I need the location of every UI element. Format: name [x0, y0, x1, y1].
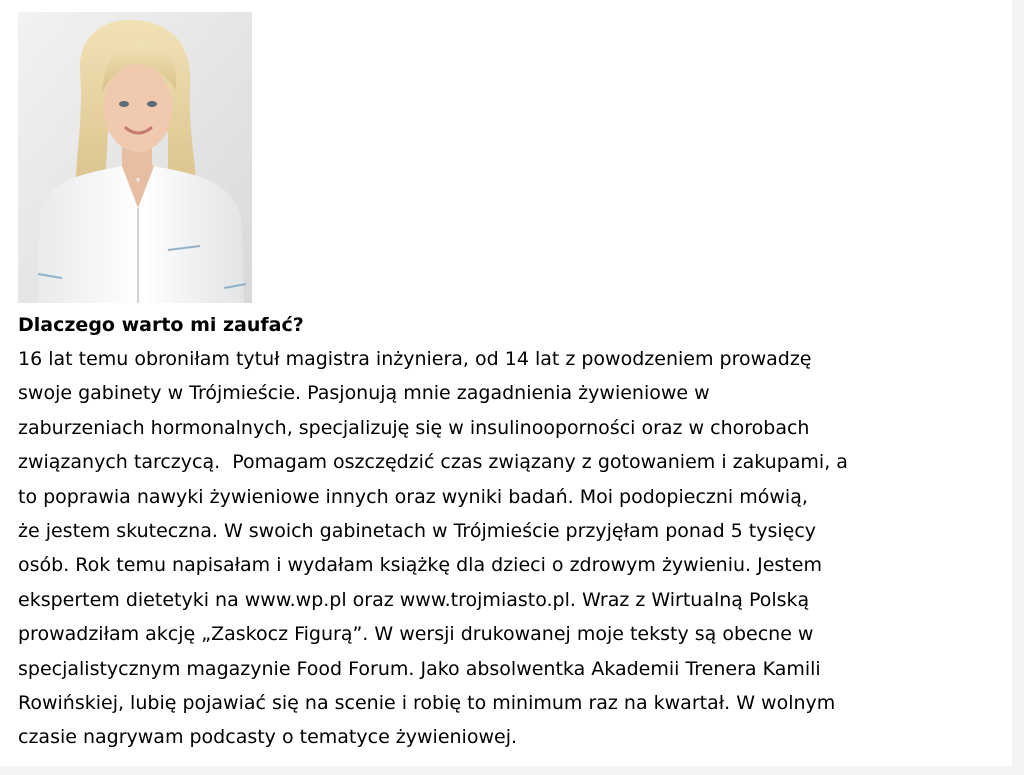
bio-line: zaburzeniach hormonalnych, specjalizuję się w insulinooporności oraz w chorobach [18, 416, 810, 439]
bio-line: specjalistycznym magazynie Food Forum. Jako absolwentka Akademii Trenera Kamili [18, 657, 821, 680]
bio-line: osób. Rok temu napisałam i wydałam książkę dla dzieci o zdrowym żywieniu. Jestem [18, 554, 822, 577]
bio-line: związanych tarczycą. Pomagam oszczędzić czas związany z gotowaniem i zakupami, a [18, 451, 848, 474]
bio-line: ekspertem dietetyki na www.wp.pl oraz www.trojmiasto.pl. Wraz z Wirtualną Polską [18, 588, 810, 611]
bio-line: 16 lat temu obroniłam tytuł magistra inżyniera, od 14 lat z powodzeniem prowadzę [18, 348, 812, 370]
bio-line: czasie nagrywam podcasty o tematyce żywieniowej. [18, 726, 518, 749]
bio-line: prowadziłam akcję „Zaskocz Figurą”. W wersji drukowanej moje teksty są obecne w [18, 623, 814, 646]
bio-paragraph [18, 342, 1010, 755]
bio-line: Rowińskiej, lubię pojawiać się na scenie i robię to minimum raz na kwartał. W wolnym [18, 692, 836, 715]
bio-line: to poprawia nawyki żywieniowe innych oraz wyniki badań. Moi podopieczni mówią, [18, 485, 808, 508]
bio-line: swoje gabinety w Trójmieście. Pasjonują mnie zagadnienia żywieniowe w [18, 382, 710, 405]
bio-line: że jestem skuteczna. W swoich gabinetach w Trójmieście przyjęłam ponad 5 tysięcy [18, 520, 817, 543]
portrait-photo [18, 12, 252, 303]
section-heading: Dlaczego warto mi zaufać? [18, 314, 304, 336]
